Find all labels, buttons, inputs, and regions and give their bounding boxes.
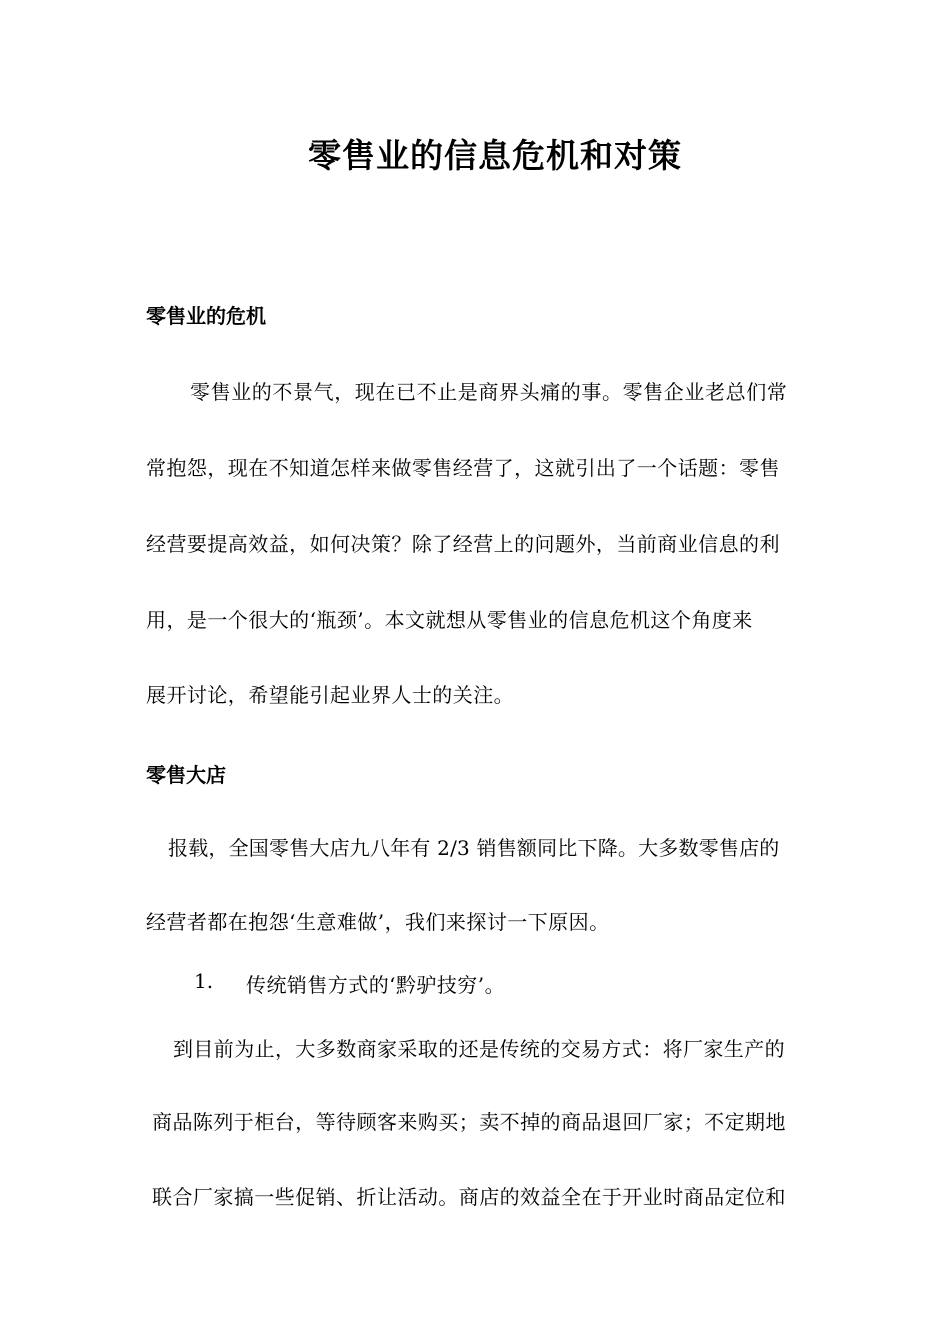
list-item-text: 传统销售方式的‘黔驴技穷’。 [246,973,506,997]
section-heading-crisis: 零售业的危机 [146,304,266,328]
section-heading-large-stores: 零售大店 [146,763,226,787]
paragraph-line: 经营者都在抱怨‘生意难做’，我们来探讨一下原因。 [146,910,610,934]
paragraph-line: 到目前为止，大多数商家采取的还是传统的交易方式：将厂家生产的 [173,1037,785,1061]
paragraph-line: 商品陈列于柜台，等待顾客来购买；卖不掉的商品退回厂家；不定期地 [152,1110,786,1134]
paragraph-line: 零售业的不景气，现在已不止是商界头痛的事。零售企业老总们常 [190,380,788,404]
paragraph-line: 报载，全国零售大店九八年有 2/3 销售额同比下降。大多数零售店的 [168,836,780,860]
document-title: 零售业的信息危机和对策 [308,136,682,175]
paragraph-line: 用，是一个很大的‘瓶颈’。本文就想从零售业的信息危机这个角度来 [146,608,753,632]
paragraph-line: 经营要提高效益，如何决策？除了经营上的问题外，当前商业信息的利 [146,532,780,556]
paragraph-line: 联合厂家搞一些促销、折让活动。商店的效益全在于开业时商品定位和 [152,1185,786,1209]
paragraph-line: 常抱怨，现在不知道怎样来做零售经营了，这就引出了一个话题：零售 [146,456,780,480]
paragraph-line: 展开讨论，希望能引起业界人士的关注。 [146,683,515,707]
list-item-number: 1. [194,969,214,993]
